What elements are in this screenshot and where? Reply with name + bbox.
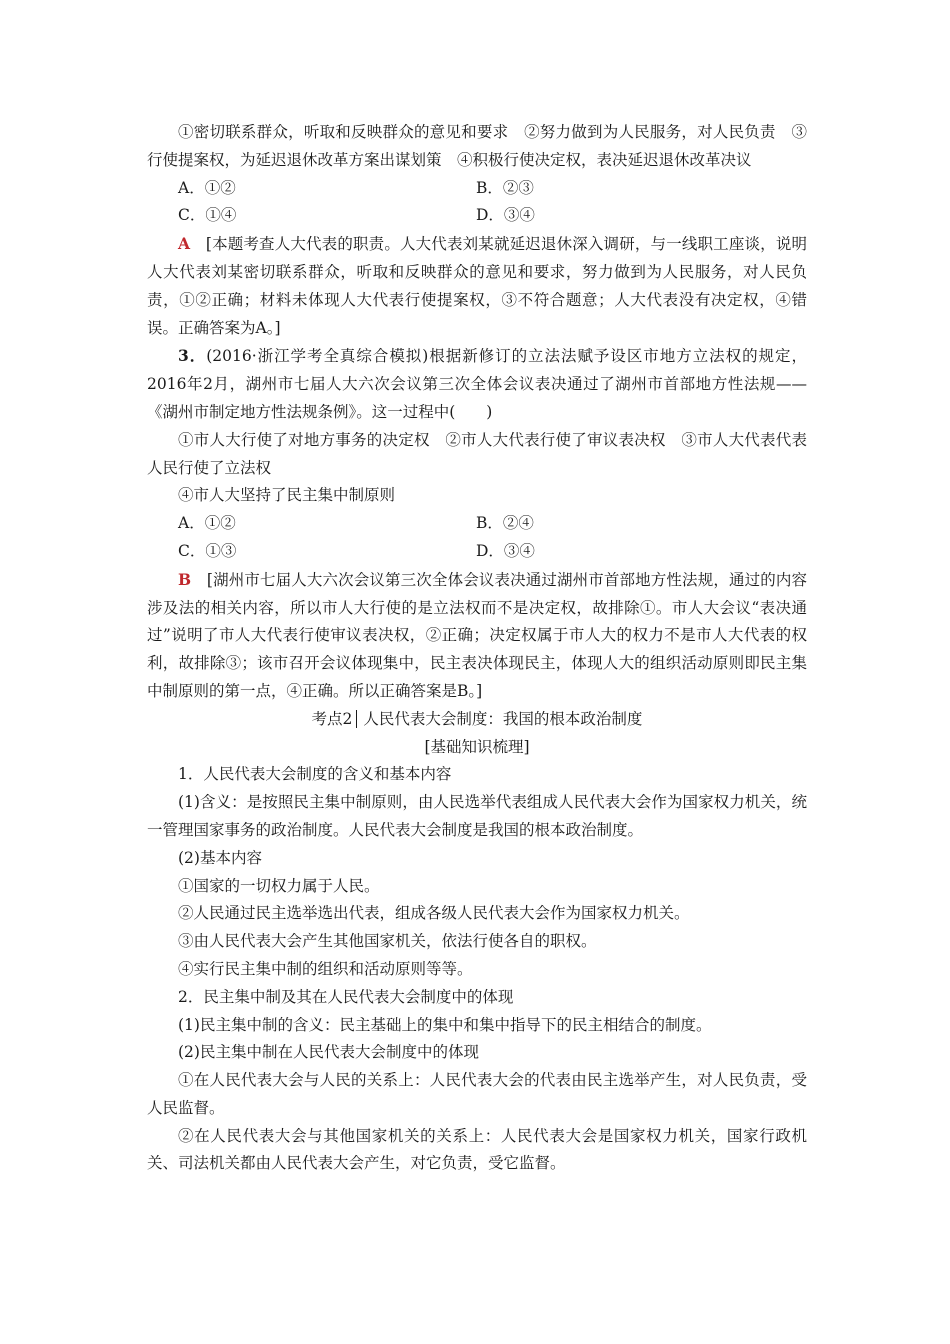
paragraph-point-4: ④实行民主集中制的组织和活动原则等等。 <box>178 959 473 978</box>
q3-statements-2: ④市人大坚持了民主集中制原则 <box>178 486 396 505</box>
paragraph-definition: (1)含义：是按照民主集中制原则，由人民选举代表组成人民代表大会作为国家权力机关，统一管理国家事务的政治制度。人民代表大会制度是我国的根本政治制度。 <box>147 793 807 839</box>
q3-choice-c: C．①③ <box>178 541 237 560</box>
paragraph-dc-point-1: ①在人民代表大会与人民的关系上：人民代表大会的代表由民主选举产生，对人民负责，受人民监督。 <box>147 1071 807 1117</box>
q2-statements: ①密切联系群众，听取和反映群众的意见和要求 ②努力做到为人民服务，对人民负责 ③行使提案权，为延迟退休改革方案出谋划策 ④积极行使决定权，表决延迟退休改革决议 <box>147 123 807 169</box>
paragraph-dc-embodiment: (2)民主集中制在人民代表大会制度中的体现 <box>178 1043 479 1062</box>
paragraph-point-3: ③由人民代表大会产生其他国家机关，依法行使各自的职权。 <box>178 932 597 951</box>
section-subheading: [基础知识梳理] <box>424 737 530 756</box>
heading-1: 1．人民代表大会制度的含义和基本内容 <box>178 765 452 784</box>
paragraph-dc-meaning: (1)民主集中制的含义：民主基础上的集中和集中指导下的民主相结合的制度。 <box>178 1015 712 1034</box>
paragraph-point-1: ①国家的一切权力属于人民。 <box>178 876 380 895</box>
document-page <box>147 119 807 1178</box>
q3-source: (2016·浙江学考全真综合模拟) <box>206 347 429 366</box>
q3-answer-letter: B <box>178 569 192 589</box>
q3-choice-b: B．②④ <box>476 514 534 533</box>
q2-answer-explanation <box>147 230 807 342</box>
paragraph-dc-point-2: ②在人民代表大会与其他国家机关的关系上：人民代表大会是国家权力机关，国家行政机关、司法机关都由人民代表大会产生，对它负责，受它监督。 <box>147 1126 807 1173</box>
q3-choices-row-1 <box>147 510 807 538</box>
q2-answer-text: [本题考查人大代表的职责。人大代表刘某就延迟退休深入调研，与一线职工座谈，说明人大代表刘某密切联系群众，听取和反映群众的意见和要求，努力做到为人民服务，对人民负责，①②正确；材料未体现人大代表行使提案权，③不符合题意；人大代表没有决定权，④错误。正确答案为A。] <box>147 235 807 337</box>
q3-stem <box>147 342 807 426</box>
q3-statements-1: ①市人大行使了对地方事务的决定权 ②市人大代表行使了审议表决权 ③市人大代表代表人民行使了立法权 <box>147 430 807 477</box>
q2-choice-b: B．②③ <box>476 178 534 197</box>
q2-choices-row-2 <box>147 202 807 230</box>
q2-choice-a: A．①② <box>178 178 236 197</box>
q2-choice-d: D．③④ <box>476 206 535 225</box>
topic-number: 考点2 <box>312 710 358 728</box>
section-heading <box>147 706 807 734</box>
q3-answer-text: [湖州市七届人大六次会议第三次全体会议表决通过湖州市首部地方性法规，通过的内容涉及法的相关内容，所以市人大行使的是立法权而不是决定权，故排除①。市人大会议“表决通过”说明了市人大代表行使审议表决权，②正确；决定权属于市人大的权力不是市人大代表的权利，故排除③；该市召开会议体现集中，民主表决体现民主，体现人大的组织活动原则即民主集中制原则的第一点，④正确。所以正确答案是B。] <box>147 570 807 700</box>
q2-choice-c: C．①④ <box>178 206 237 225</box>
q3-choices-row-2 <box>147 538 807 566</box>
q2-choices-row-1 <box>147 175 807 203</box>
paragraph-point-2: ②人民通过民主选举选出代表，组成各级人民代表大会作为国家权力机关。 <box>178 904 690 923</box>
topic-title: 人民代表大会制度：我国的根本政治制度 <box>363 709 643 728</box>
q3-number: 3． <box>178 346 207 366</box>
heading-2: 2．民主集中制及其在人民代表大会制度中的体现 <box>178 987 514 1006</box>
q3-answer-explanation <box>147 566 807 706</box>
q2-answer-letter: A <box>178 234 191 254</box>
paragraph-basic-content: (2)基本内容 <box>178 848 262 867</box>
q3-choice-d: D．③④ <box>476 541 535 560</box>
q3-choice-a: A．①② <box>178 514 236 533</box>
q3-stem-text: 根据新修订的立法法赋予设区市地方立法权的规定，2016年2月，湖州市七届人大六次会议第三次全体会议表决通过了湖州市首部地方性法规——《湖州市制定地方性法规条例》。这一过程中( ) <box>147 347 807 421</box>
